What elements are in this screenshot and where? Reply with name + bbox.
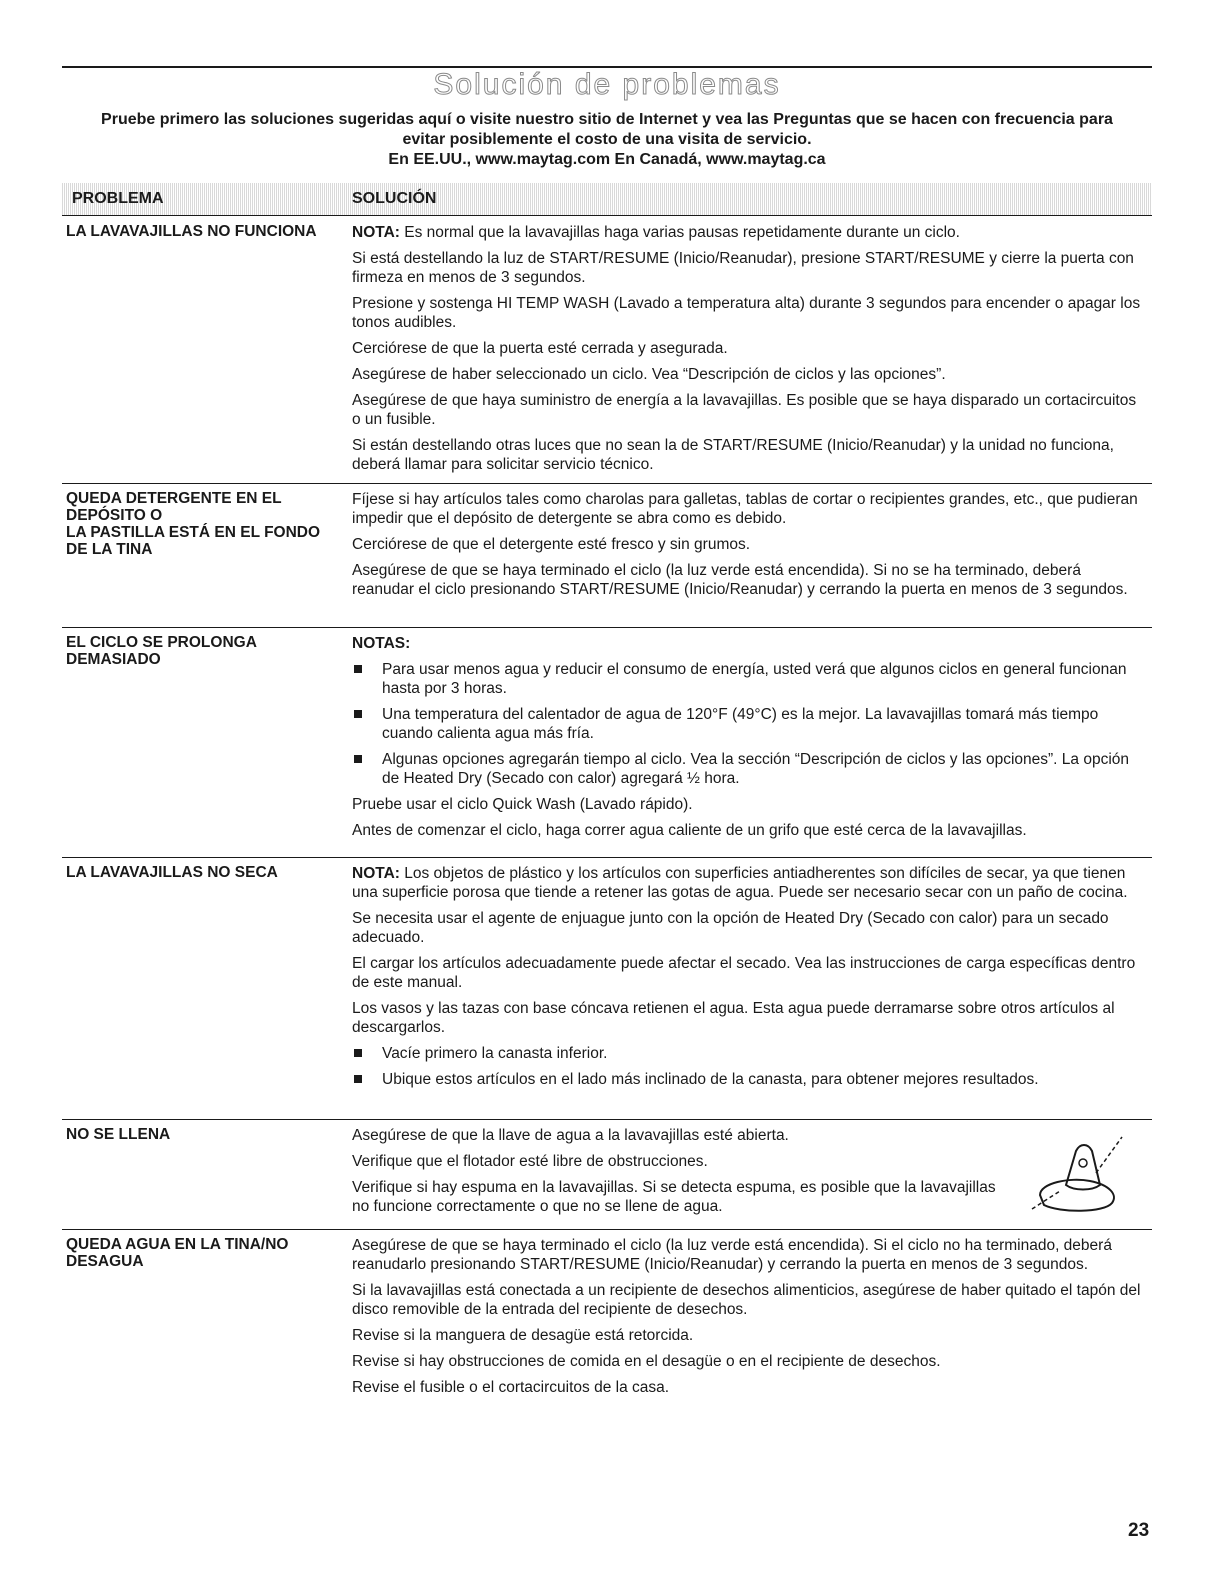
solution-text: Presione y sostenga HI TEMP WASH (Lavado a temperatura alta) durante 3 segundos para encender o apagar los tonos audibles. <box>352 295 1141 331</box>
solution-text: Revise si hay obstrucciones de comida en el desagüe o en el recipiente de desechos. <box>352 1353 941 1370</box>
bullet-item <box>352 1070 1147 1089</box>
solution-text: Asegúrese de que se haya terminado el ciclo (la luz verde está encendida). Si no se ha terminado, deberá reanudar el ciclo presionando START/RESUME (Inicio/Reanudar) y cerrando la puerta en menos de 3 segundos. <box>352 562 1128 598</box>
intro-line: Pruebe primero las soluciones sugeridas aquí o visite nuestro sitio de Internet y vea las Preguntas que se hacen con frecuencia para <box>101 111 1113 128</box>
note-text: Es normal que la lavavajillas haga varias pausas repetidamente durante un ciclo. <box>399 224 960 241</box>
solution-text: Asegúrese de haber seleccionado un ciclo. Vea “Descripción de ciclos y las opciones”. <box>352 366 946 383</box>
solution-cell <box>352 490 1147 606</box>
notes-label <box>352 634 1147 653</box>
bullet-square-icon <box>354 665 362 673</box>
note-label: NOTA: <box>352 224 400 241</box>
solution-cell <box>352 634 1147 847</box>
bullet-square-icon <box>354 755 362 763</box>
page-title: Solución de problemas <box>433 68 781 101</box>
table-row <box>62 857 1152 1118</box>
problem-line: QUEDA DETERGENTE EN EL DEPÓSITO O <box>66 490 282 524</box>
bullet-item <box>352 705 1147 743</box>
float-illustration-icon <box>1030 1133 1125 1215</box>
bullet-square-icon <box>354 1049 362 1057</box>
intro-text <box>62 110 1152 170</box>
bullet-item <box>352 750 1147 788</box>
table-row <box>62 1229 1152 1430</box>
problem-line: LA PASTILLA ESTÁ EN EL FONDO DE LA TINA <box>66 524 321 558</box>
note-label: NOTA: <box>352 865 400 882</box>
table-row <box>62 483 1152 626</box>
bullet-text: Algunas opciones agregarán tiempo al ciclo. Vea la sección “Descripción de ciclos y las opciones”. La opción de Heated Dry (Secado con calor) agregará ½ hora. <box>382 751 1129 787</box>
solution-cell <box>352 1236 1147 1404</box>
notes-heading: NOTAS: <box>352 635 411 652</box>
bullet-square-icon <box>354 1075 362 1083</box>
bullet-square-icon <box>354 710 362 718</box>
solution-text: Revise el fusible o el cortacircuitos de la casa. <box>352 1379 670 1396</box>
problem-label <box>66 490 331 558</box>
solution-cell <box>352 223 1147 481</box>
solution-text: Verifique que el flotador esté libre de obstrucciones. <box>352 1153 708 1170</box>
problem-label: EL CICLO SE PROLONGA DEMASIADO <box>66 634 257 668</box>
solution-text: Verifique si hay espuma en la lavavajillas. Si se detecta espuma, es posible que la lavavajillas no funcione correctamente o que no se llene de agua. <box>352 1179 996 1215</box>
solution-text: Cerciórese de que la puerta esté cerrada y asegurada. <box>352 340 728 357</box>
bullet-text: Una temperatura del calentador de agua de 120°F (49°C) es la mejor. La lavavajillas tomará más tiempo cuando calienta agua más fría. <box>382 706 1099 742</box>
solution-text: Los vasos y las tazas con base cóncava retienen el agua. Esta agua puede derramarse sobre otros artículos al descargarlos. <box>352 1000 1115 1036</box>
solution-text: Pruebe usar el ciclo Quick Wash (Lavado rápido). <box>352 796 693 813</box>
problem-label: NO SE LLENA <box>66 1126 171 1143</box>
solution-text: Asegúrese de que se haya terminado el ciclo (la luz verde está encendida). Si el ciclo no ha terminado, deberá reanudarlo presionando START/RESUME (Inicio/Reanudar) y cerrando la puerta en menos de 3 segundos. <box>352 1237 1112 1273</box>
solution-text: Fíjese si hay artículos tales como charolas para galletas, tablas de cortar o recipientes grandes, etc., que pudieran impedir que el depósito de detergente se abra como es debido. <box>352 491 1138 527</box>
solution-text: El cargar los artículos adecuadamente puede afectar el secado. Vea las instrucciones de carga específicas dentro de este manual. <box>352 955 1136 991</box>
solution-text: Asegúrese de que haya suministro de energía a la lavavajillas. Es posible que se haya disparado un cortacircuitos o un fusible. <box>352 392 1137 428</box>
table-row <box>62 217 1152 482</box>
column-header-problem: PROBLEMA <box>72 190 164 207</box>
solution-text <box>352 223 1147 242</box>
intro-line: evitar posiblemente el costo de una visita de servicio. <box>402 131 812 148</box>
problem-label: QUEDA AGUA EN LA TINA/NO DESAGUA <box>66 1236 289 1270</box>
bullet-item <box>352 1044 1147 1063</box>
solution-text: Asegúrese de que la llave de agua a la lavavajillas esté abierta. <box>352 1127 789 1144</box>
table-row <box>62 627 1152 856</box>
table-header-band <box>62 183 1152 216</box>
problem-label: LA LAVAVAJILLAS NO FUNCIONA <box>66 223 317 240</box>
solution-text: Antes de comenzar el ciclo, haga correr agua caliente de un grifo que esté cerca de la lavavajillas. <box>352 822 1027 839</box>
bullet-text: Para usar menos agua y reducir el consumo de energía, usted verá que algunos ciclos en general funcionan hasta por 3 horas. <box>382 661 1127 697</box>
note-text: Los objetos de plástico y los artículos con superficies antiadherentes son difíciles de secar, ya que tienen una superficie porosa que tiende a retener las gotas de agua. Puede ser necesario secar con un paño de cocina. <box>352 865 1128 901</box>
solution-text: Si la lavavajillas está conectada a un recipiente de desechos alimenticios, asegúrese de haber quitado el tapón del disco removible de la entrada del recipiente de desechos. <box>352 1282 1141 1318</box>
table-row <box>62 1119 1152 1228</box>
bullet-item <box>352 660 1147 698</box>
solution-cell <box>352 864 1147 1096</box>
column-header-solution: SOLUCIÓN <box>352 190 437 207</box>
bullet-text: Ubique estos artículos en el lado más inclinado de la canasta, para obtener mejores resultados. <box>382 1071 1039 1088</box>
solution-text: Si están destellando otras luces que no sean la de START/RESUME (Inicio/Reanudar) y la unidad no funciona, deberá llamar para solicitar servicio técnico. <box>352 437 1114 473</box>
solution-text <box>352 864 1147 902</box>
solution-text: Cerciórese de que el detergente esté fresco y sin grumos. <box>352 536 751 553</box>
solution-text: Revise si la manguera de desagüe está retorcida. <box>352 1327 694 1344</box>
solution-text: Se necesita usar el agente de enjuague junto con la opción de Heated Dry (Secado con calor) para un secado adecuado. <box>352 910 1109 946</box>
problem-label: LA LAVAVAJILLAS NO SECA <box>66 864 278 881</box>
page-number: 23 <box>1128 1520 1150 1541</box>
intro-urls: En EE.UU., www.maytag.com En Canadá, www.maytag.ca <box>388 151 826 168</box>
solution-cell <box>352 1126 1012 1223</box>
solution-text: Si está destellando la luz de START/RESUME (Inicio/Reanudar), presione START/RESUME y cierre la puerta con firmeza en menos de 3 segundos. <box>352 250 1134 286</box>
bullet-text: Vacíe primero la canasta inferior. <box>382 1045 608 1062</box>
